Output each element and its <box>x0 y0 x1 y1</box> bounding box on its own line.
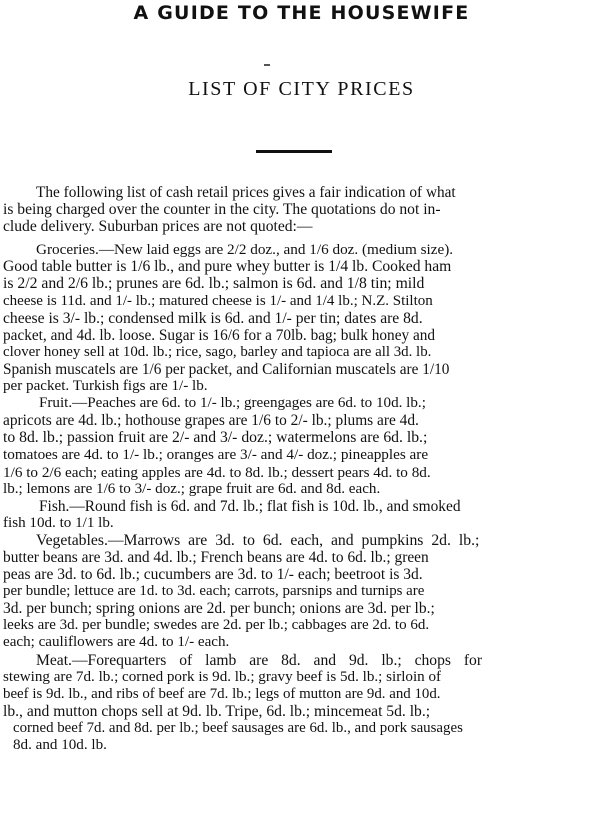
text-line: tomatoes are 4d. to 1/- lb.; oranges are 3/- and 4/- doz.; pineapples are <box>3 446 429 464</box>
text-line: is being charged over the counter in the city. The quotations do not in- <box>3 201 441 219</box>
text-line: peas are 3d. to 6d. lb.; cucumbers are 3d. to 1/- each; beetroot is 3d. <box>3 566 423 584</box>
print-speck <box>264 64 270 66</box>
text-line: each; cauliflowers are 4d. to 1/- each. <box>3 634 230 651</box>
text-line: 8d. and 10d. lb. <box>13 737 107 753</box>
divider-rule <box>256 150 332 153</box>
text-line: corned beef 7d. and 8d. per lb.; beef sausages are 6d. lb., and pork sausages <box>13 719 463 736</box>
section-fish: Fish.—Round fish is 6d. and 7d. lb.; flat fish is 10d. lb., and smoked <box>39 497 461 515</box>
section-fruit: Fruit.—Peaches are 6d. to 1/- lb.; greengages are 6d. to 10d. lb.; <box>39 395 426 412</box>
headline: A GUIDE TO THE HOUSEWIFE <box>133 2 470 24</box>
text-line: fish 10d. to 1/1 lb. <box>3 514 114 531</box>
text-line: butter beans are 3d. and 4d. lb.; French beans are 4d. to 6d. lb.; green <box>3 548 429 566</box>
section-vegetables: Vegetables.—Marrows are 3d. to 6d. each, and pumpkins 2d. lb.; <box>36 531 480 549</box>
text-line: lb.; lemons are 1/6 to 3/- doz.; grape fruit are 6d. and 8d. each. <box>3 480 381 497</box>
text-line: beef is 9d. lb., and ribs of beef are 7d. lb.; legs of mutton are 9d. and 10d. <box>3 685 441 702</box>
text-line: cheese is 3/- lb.; condensed milk is 6d. and 1/- per tin; dates are 8d. <box>3 309 423 327</box>
text-line: clover honey sell at 10d. lb.; rice, sago, barley and tapioca are all 3d. lb. <box>3 343 432 360</box>
text-line: 1/6 to 2/6 each; eating apples are 4d. to 8d. lb.; dessert pears 4d. to 8d. <box>3 463 431 481</box>
text-line: leeks are 3d. per bundle; swedes are 2d. per lb.; cabbages are 2d. to 6d. <box>3 617 430 634</box>
text-line: is 2/2 and 2/6 lb.; prunes are 6d. lb.; salmon is 6d. and 1/8 tin; mild <box>3 275 425 293</box>
text-line: stewing are 7d. lb.; corned pork is 9d. lb.; gravy beef is 5d. lb.; sirloin of <box>3 668 442 685</box>
text-line: per bundle; lettuce are 1d. to 3d. each; carrots, parsnips and turnips are <box>3 583 425 600</box>
text-line: per packet. Turkish figs are 1/- lb. <box>3 378 208 395</box>
text-line: packet, and 4d. lb. loose. Sugar is 16/6 for a 70lb. bag; bulk honey and <box>3 326 436 344</box>
section-meat: Meat.—Forequarters of lamb are 8d. and 9d. lb.; chops for <box>36 651 483 669</box>
text-line: The following list of cash retail prices gives a fair indication of what <box>36 184 456 201</box>
text-line: 3d. per bunch; spring onions are 2d. per bunch; onions are 3d. per lb.; <box>3 600 435 618</box>
subheadline: LIST OF CITY PRICES <box>188 78 415 100</box>
text-line: apricots are 4d. lb.; hothouse grapes are 1/6 to 2/- lb.; plums are 4d. <box>3 412 419 430</box>
text-line: lb., and mutton chops sell at 9d. lb. Tripe, 6d. lb.; mincemeat 5d. lb.; <box>3 702 431 720</box>
text-line: clude delivery. Suburban prices are not quoted:— <box>3 218 313 236</box>
text-line: to 8d. lb.; passion fruit are 2/- and 3/- doz.; watermelons are 6d. lb.; <box>3 429 428 447</box>
section-groceries: Groceries.—New laid eggs are 2/2 doz., and 1/6 doz. (medium size). <box>36 241 454 259</box>
text-line: Spanish muscatels are 1/6 per packet, and Californian muscatels are 1/10 <box>3 360 450 378</box>
article-body <box>3 184 593 754</box>
text-line: Good table butter is 1/6 lb., and pure whey butter is 1/4 lb. Cooked ham <box>3 258 452 276</box>
text-line: cheese is 11d. and 1/- lb.; matured cheese is 1/- and 1/4 lb.; N.Z. Stilton <box>3 292 433 309</box>
